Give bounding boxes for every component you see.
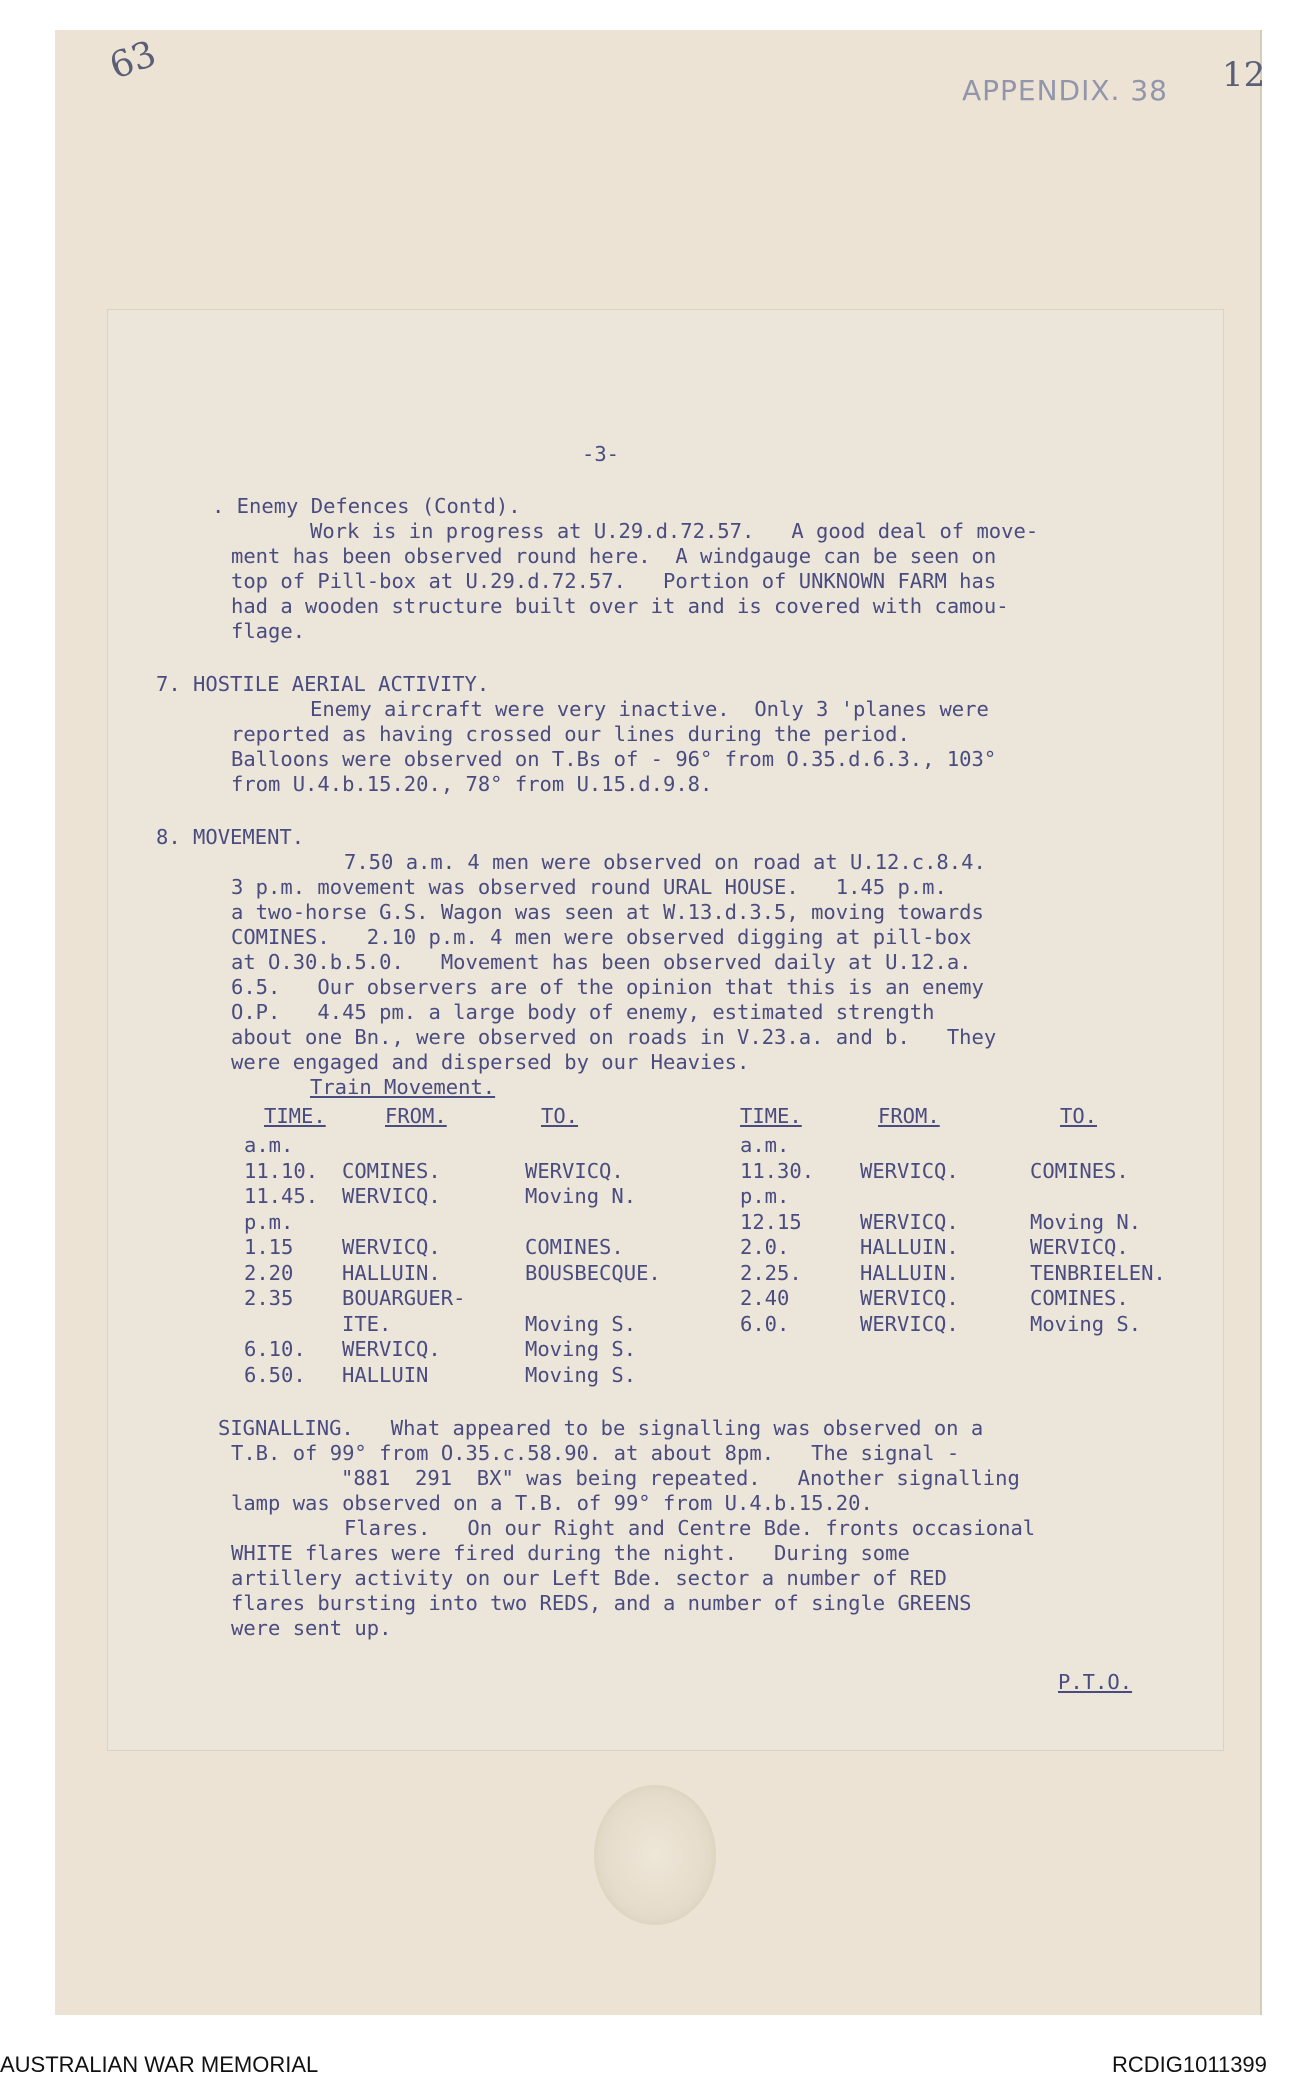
table-cell: COMINES.: [1030, 1158, 1129, 1183]
table-cell: HALLUIN.: [860, 1235, 959, 1259]
signalling-line: SIGNALLING. What appeared to be signalling was observed on a: [218, 1416, 984, 1440]
text-line: a two-horse G.S. Wagon was seen at W.13.d.3.5, moving towards: [231, 900, 984, 924]
embossed-seal: [594, 1785, 716, 1925]
table-cell: 11.45.: [244, 1184, 319, 1208]
footer-credit: AUSTRALIAN WAR MEMORIAL: [0, 2052, 319, 2077]
table-cell: HALLUIN.: [860, 1260, 959, 1285]
text-line: from U.4.b.15.20., 78° from U.15.d.9.8.: [231, 772, 713, 796]
table-cell: 6.0.: [740, 1311, 790, 1336]
text-line: were engaged and dispersed by our Heavies.: [231, 1050, 750, 1074]
heading-hostile-aerial-activity: 7. HOSTILE AERIAL ACTIVITY.: [156, 672, 490, 696]
table-cell: ITE.: [342, 1311, 392, 1336]
table-cell: COMINES.: [1030, 1286, 1129, 1310]
folio-number: 12: [1222, 55, 1266, 95]
table-cell: HALLUIN.: [342, 1260, 441, 1285]
table-cell: 6.50.: [244, 1362, 306, 1387]
table-cell: Moving N.: [1030, 1209, 1142, 1234]
text-line: flage.: [231, 619, 306, 643]
table-cell: WERVICQ.: [860, 1286, 959, 1310]
table-cell: WERVICQ.: [860, 1209, 959, 1234]
table-cell: WERVICQ.: [525, 1158, 624, 1183]
table-cell: 12.15: [740, 1209, 802, 1234]
table-cell: HALLUIN: [342, 1362, 429, 1387]
signalling-line: lamp was observed on a T.B. of 99° from U.4.b.15.20.: [231, 1491, 873, 1515]
table-cell: WERVICQ.: [342, 1235, 441, 1259]
table-cell: 2.20: [244, 1260, 294, 1285]
text-line: 3 p.m. movement was observed round URAL HOUSE. 1.45 p.m.: [231, 875, 947, 899]
footer-image-id: RCDIG1011399: [1112, 2052, 1267, 2077]
table-cell: COMINES.: [342, 1158, 441, 1183]
text-line: 6.5. Our observers are of the opinion that this is an enemy: [231, 975, 984, 999]
table-cell: WERVICQ.: [860, 1311, 959, 1336]
pto-marker: P.T.O.: [1058, 1670, 1133, 1694]
text-line: top of Pill-box at U.29.d.72.57. Portion of UNKNOWN FARM has: [231, 569, 997, 593]
table-cell: Moving N.: [525, 1184, 637, 1208]
text-line: Enemy aircraft were very inactive. Only 3 'planes were: [310, 697, 989, 721]
heading-enemy-defences: . Enemy Defences (Contd).: [212, 494, 521, 518]
table-cell: p.m.: [740, 1184, 790, 1208]
text-line: at O.30.b.5.0. Movement has been observed daily at U.12.a.: [231, 950, 972, 974]
table-cell: p.m.: [244, 1209, 294, 1234]
table-cell: Moving S.: [1030, 1311, 1142, 1336]
table-cell: BOUSBECQUE.: [525, 1260, 661, 1285]
table-header: FROM.: [878, 1104, 940, 1128]
appendix-stamp: APPENDIX. 38: [962, 74, 1168, 107]
signalling-line: "881 291 BX" was being repeated. Another signalling: [341, 1466, 1020, 1490]
text-line: Balloons were observed on T.Bs of - 96° from O.35.d.6.3., 103°: [231, 747, 997, 771]
flares-line: WHITE flares were fired during the night. During some: [231, 1541, 910, 1565]
text-line: Work is in progress at U.29.d.72.57. A good deal of move-: [310, 519, 1039, 543]
table-cell: Moving S.: [525, 1311, 637, 1336]
table-cell: a.m.: [244, 1133, 294, 1157]
table-cell: 2.40: [740, 1286, 790, 1310]
flares-line: Flares. On our Right and Centre Bde. fronts occasional: [344, 1516, 1036, 1540]
table-header: TIME.: [740, 1104, 802, 1128]
text-line: O.P. 4.45 pm. a large body of enemy, estimated strength: [231, 1000, 935, 1024]
table-cell: Moving S.: [525, 1362, 637, 1387]
text-line: ment has been observed round here. A windgauge can be seen on: [231, 544, 997, 568]
train-movement-heading: Train Movement.: [310, 1075, 496, 1099]
table-cell: 6.10.: [244, 1337, 306, 1361]
table-cell: 11.10.: [244, 1158, 319, 1183]
heading-movement: 8. MOVEMENT.: [156, 825, 305, 849]
text-line: reported as having crossed our lines during the period.: [231, 722, 910, 746]
text-line: about one Bn., were observed on roads in V.23.a. and b. They: [231, 1025, 997, 1049]
flares-line: were sent up.: [231, 1616, 392, 1640]
table-header: FROM.: [385, 1104, 447, 1128]
corner-number: 63: [104, 33, 162, 88]
table-cell: 11.30.: [740, 1158, 815, 1183]
table-cell: 2.35: [244, 1286, 294, 1310]
table-cell: a.m.: [740, 1133, 790, 1157]
table-cell: 1.15: [244, 1235, 294, 1259]
table-cell: TENBRIELEN.: [1030, 1260, 1166, 1285]
table-cell: WERVICQ.: [1030, 1235, 1129, 1259]
text-line: had a wooden structure built over it and is covered with camou-: [231, 594, 1009, 618]
table-cell: COMINES.: [525, 1235, 624, 1259]
table-cell: BOUARGUER-: [342, 1286, 466, 1310]
table-cell: 2.25.: [740, 1260, 802, 1285]
table-header: TO.: [1060, 1104, 1098, 1128]
flares-line: flares bursting into two REDS, and a number of single GREENS: [231, 1591, 972, 1615]
table-cell: WERVICQ.: [342, 1337, 441, 1361]
table-cell: WERVICQ.: [860, 1158, 959, 1183]
text-line: 7.50 a.m. 4 men were observed on road at U.12.c.8.4.: [344, 850, 986, 874]
table-cell: 2.0.: [740, 1235, 790, 1259]
text-line: COMINES. 2.10 p.m. 4 men were observed digging at pill-box: [231, 925, 972, 949]
table-header: TO.: [541, 1104, 579, 1128]
signalling-line: T.B. of 99° from O.35.c.58.90. at about 8pm. The signal -: [231, 1441, 960, 1465]
flares-line: artillery activity on our Left Bde. sector a number of RED: [231, 1566, 947, 1590]
table-cell: WERVICQ.: [342, 1184, 441, 1208]
table-header: TIME.: [264, 1104, 326, 1128]
table-cell: Moving S.: [525, 1337, 637, 1361]
page-number: -3-: [582, 442, 620, 466]
